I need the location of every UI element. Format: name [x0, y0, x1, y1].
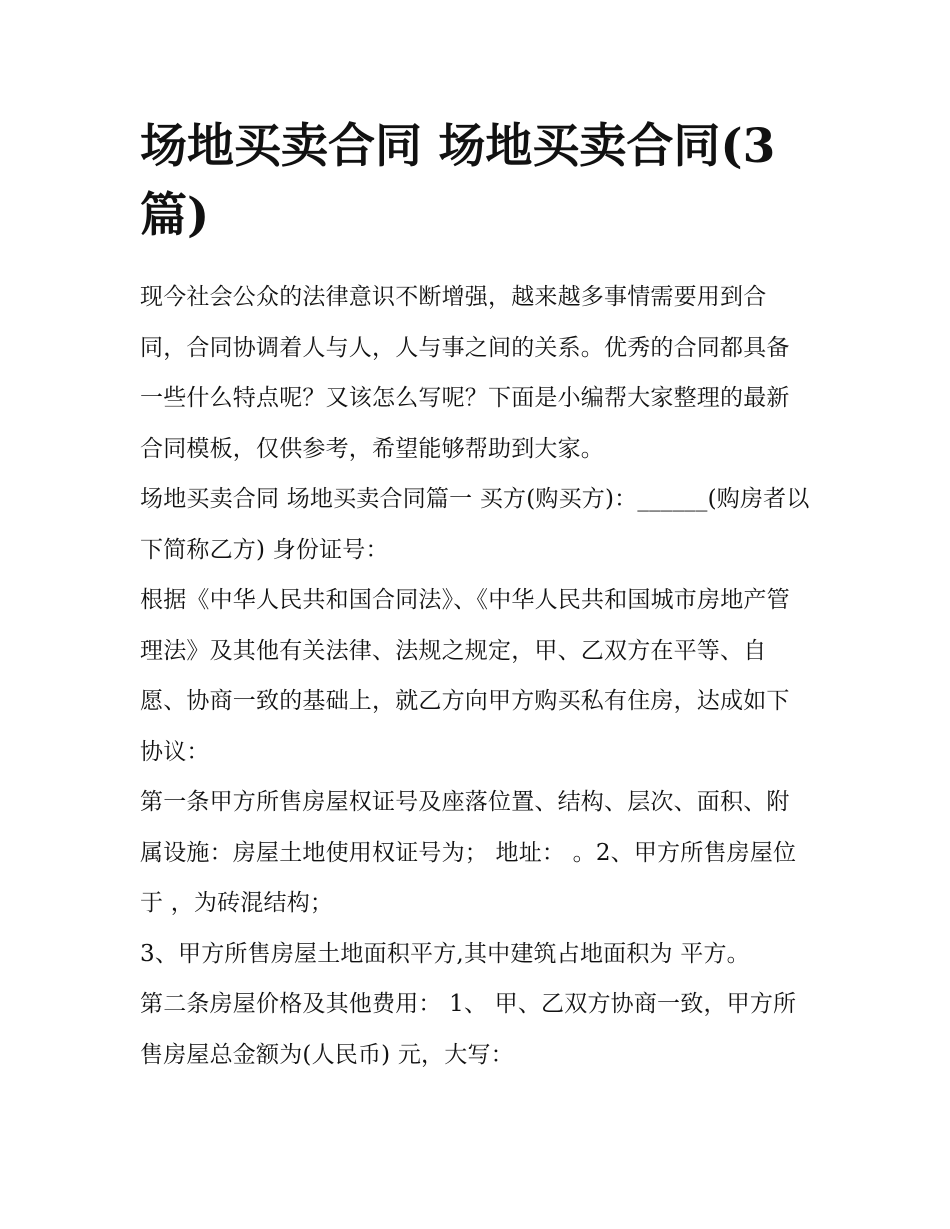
paragraph-buyer: 场地买卖合同 场地买卖合同篇一 买方(购买方)：______(购房者以下简称乙方) 身份证号：: [140, 486, 810, 563]
paragraph-article-2: 第二条房屋价格及其他费用： 1、 甲、乙双方协商一致，甲方所售房屋总金额为(人民币) 元，大写：: [140, 991, 797, 1068]
document-title: 场地买卖合同 场地买卖合同(3篇): [140, 119, 776, 243]
paragraph-land-area: 3、甲方所售房屋土地面积平方,其中建筑占地面积为 平方。: [140, 940, 750, 967]
paragraph-article-1: 第一条甲方所售房屋权证号及座落位置、结构、层次、面积、附属设施：房屋土地使用权证号为； 地址： 。2、甲方所售房屋位于 ，为砖混结构；: [140, 789, 797, 916]
paragraph-intro: 现今社会公众的法律意识不断增强，越来越多事情需要用到合同，合同协调着人与人，人与事之间的关系。优秀的合同都具备一些什么特点呢？又该怎么写呢？下面是小编帮大家整理的最新合同模板，仅供参考，希望能够帮助到大家。: [140, 284, 790, 462]
document-body: [140, 112, 812, 1080]
paragraph-legal-basis: 根据《中华人民共和国合同法》、《中华人民共和国城市房地产管理法》及其他有关法律、法规之规定，甲、乙双方在平等、自愿、协商一致的基础上，就乙方向甲方购买私有住房，达成如下协议：: [140, 587, 790, 765]
